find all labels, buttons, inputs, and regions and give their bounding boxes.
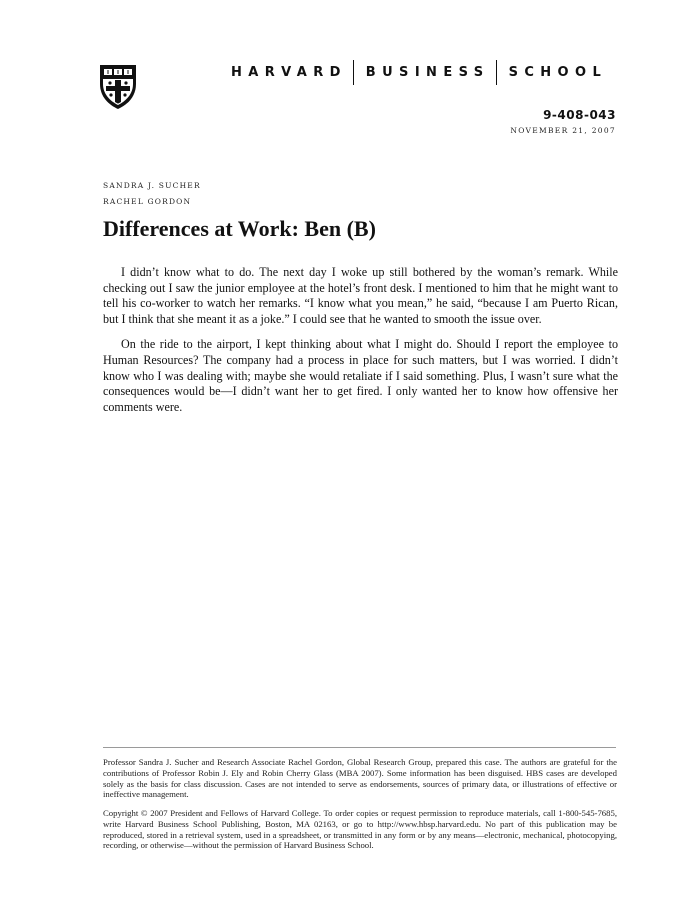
harvard-shield-icon [99, 64, 137, 110]
masthead-divider [496, 60, 497, 85]
masthead-word-harvard: HARVARD [231, 64, 347, 80]
masthead [231, 58, 607, 86]
author-name: RACHEL GORDON [103, 197, 192, 206]
body-paragraph: On the ride to the airport, I kept thinking about what I might do. Should I report the employee to Human Resources? The company had a process in place for such matters, but I was worried. I didn’t know who I was dealing with; maybe she would retaliate if I said something. Plus, I wasn’t sure what the consequences would be—I didn’t want her to get fired. I only wanted her to know how offensive her comments were. [103, 337, 618, 414]
footnote-authorship: Professor Sandra J. Sucher and Research Associate Rachel Gordon, Global Research Group, prepared this case. The authors are grateful for the contributions of Professor Robin J. Ely and Robin Cherry Glass (MBA 2007). Some information has been disguised. HBS cases are developed solely as the basis for class discussion. Cases are not intended to serve as endorsements, sources of primary data, or illustrations of effective or ineffective management. [103, 757, 617, 800]
case-date: NOVEMBER 21, 2007 [510, 126, 616, 135]
footnote-divider [103, 747, 616, 748]
case-number: 9-408-043 [543, 108, 616, 122]
author-name: SANDRA J. SUCHER [103, 181, 201, 190]
masthead-word-business: BUSINESS [365, 64, 490, 80]
case-body [103, 265, 618, 425]
case-title: Differences at Work: Ben (B) [103, 216, 376, 241]
body-paragraph: I didn’t know what to do. The next day I woke up still bothered by the woman’s remark. While checking out I saw the junior employee at the hotel’s front desk. I mentioned to him that he might want to tell his co-worker to watch her remarks. “I know what you mean,” he said, “because I am Puerto Rican, but I think that she meant it as a joke.” I could see that he wanted to smooth the issue over. [103, 265, 618, 326]
masthead-divider [353, 60, 354, 85]
masthead-word-school: SCHOOL [508, 64, 608, 80]
footnote-copyright: Copyright © 2007 President and Fellows of Harvard College. To order copies or request permission to reproduce materials, call 1-800-545-7685, write Harvard Business School Publishing, Boston, MA 02163, or go to http://www.hbsp.harvard.edu. No part of this publication may be reproduced, stored in a retrieval system, used in a spreadsheet, or transmitted in any form or by any means—electronic, mechanical, photocopying, recording, or otherwise—without the permission of Harvard Business School. [103, 808, 617, 851]
